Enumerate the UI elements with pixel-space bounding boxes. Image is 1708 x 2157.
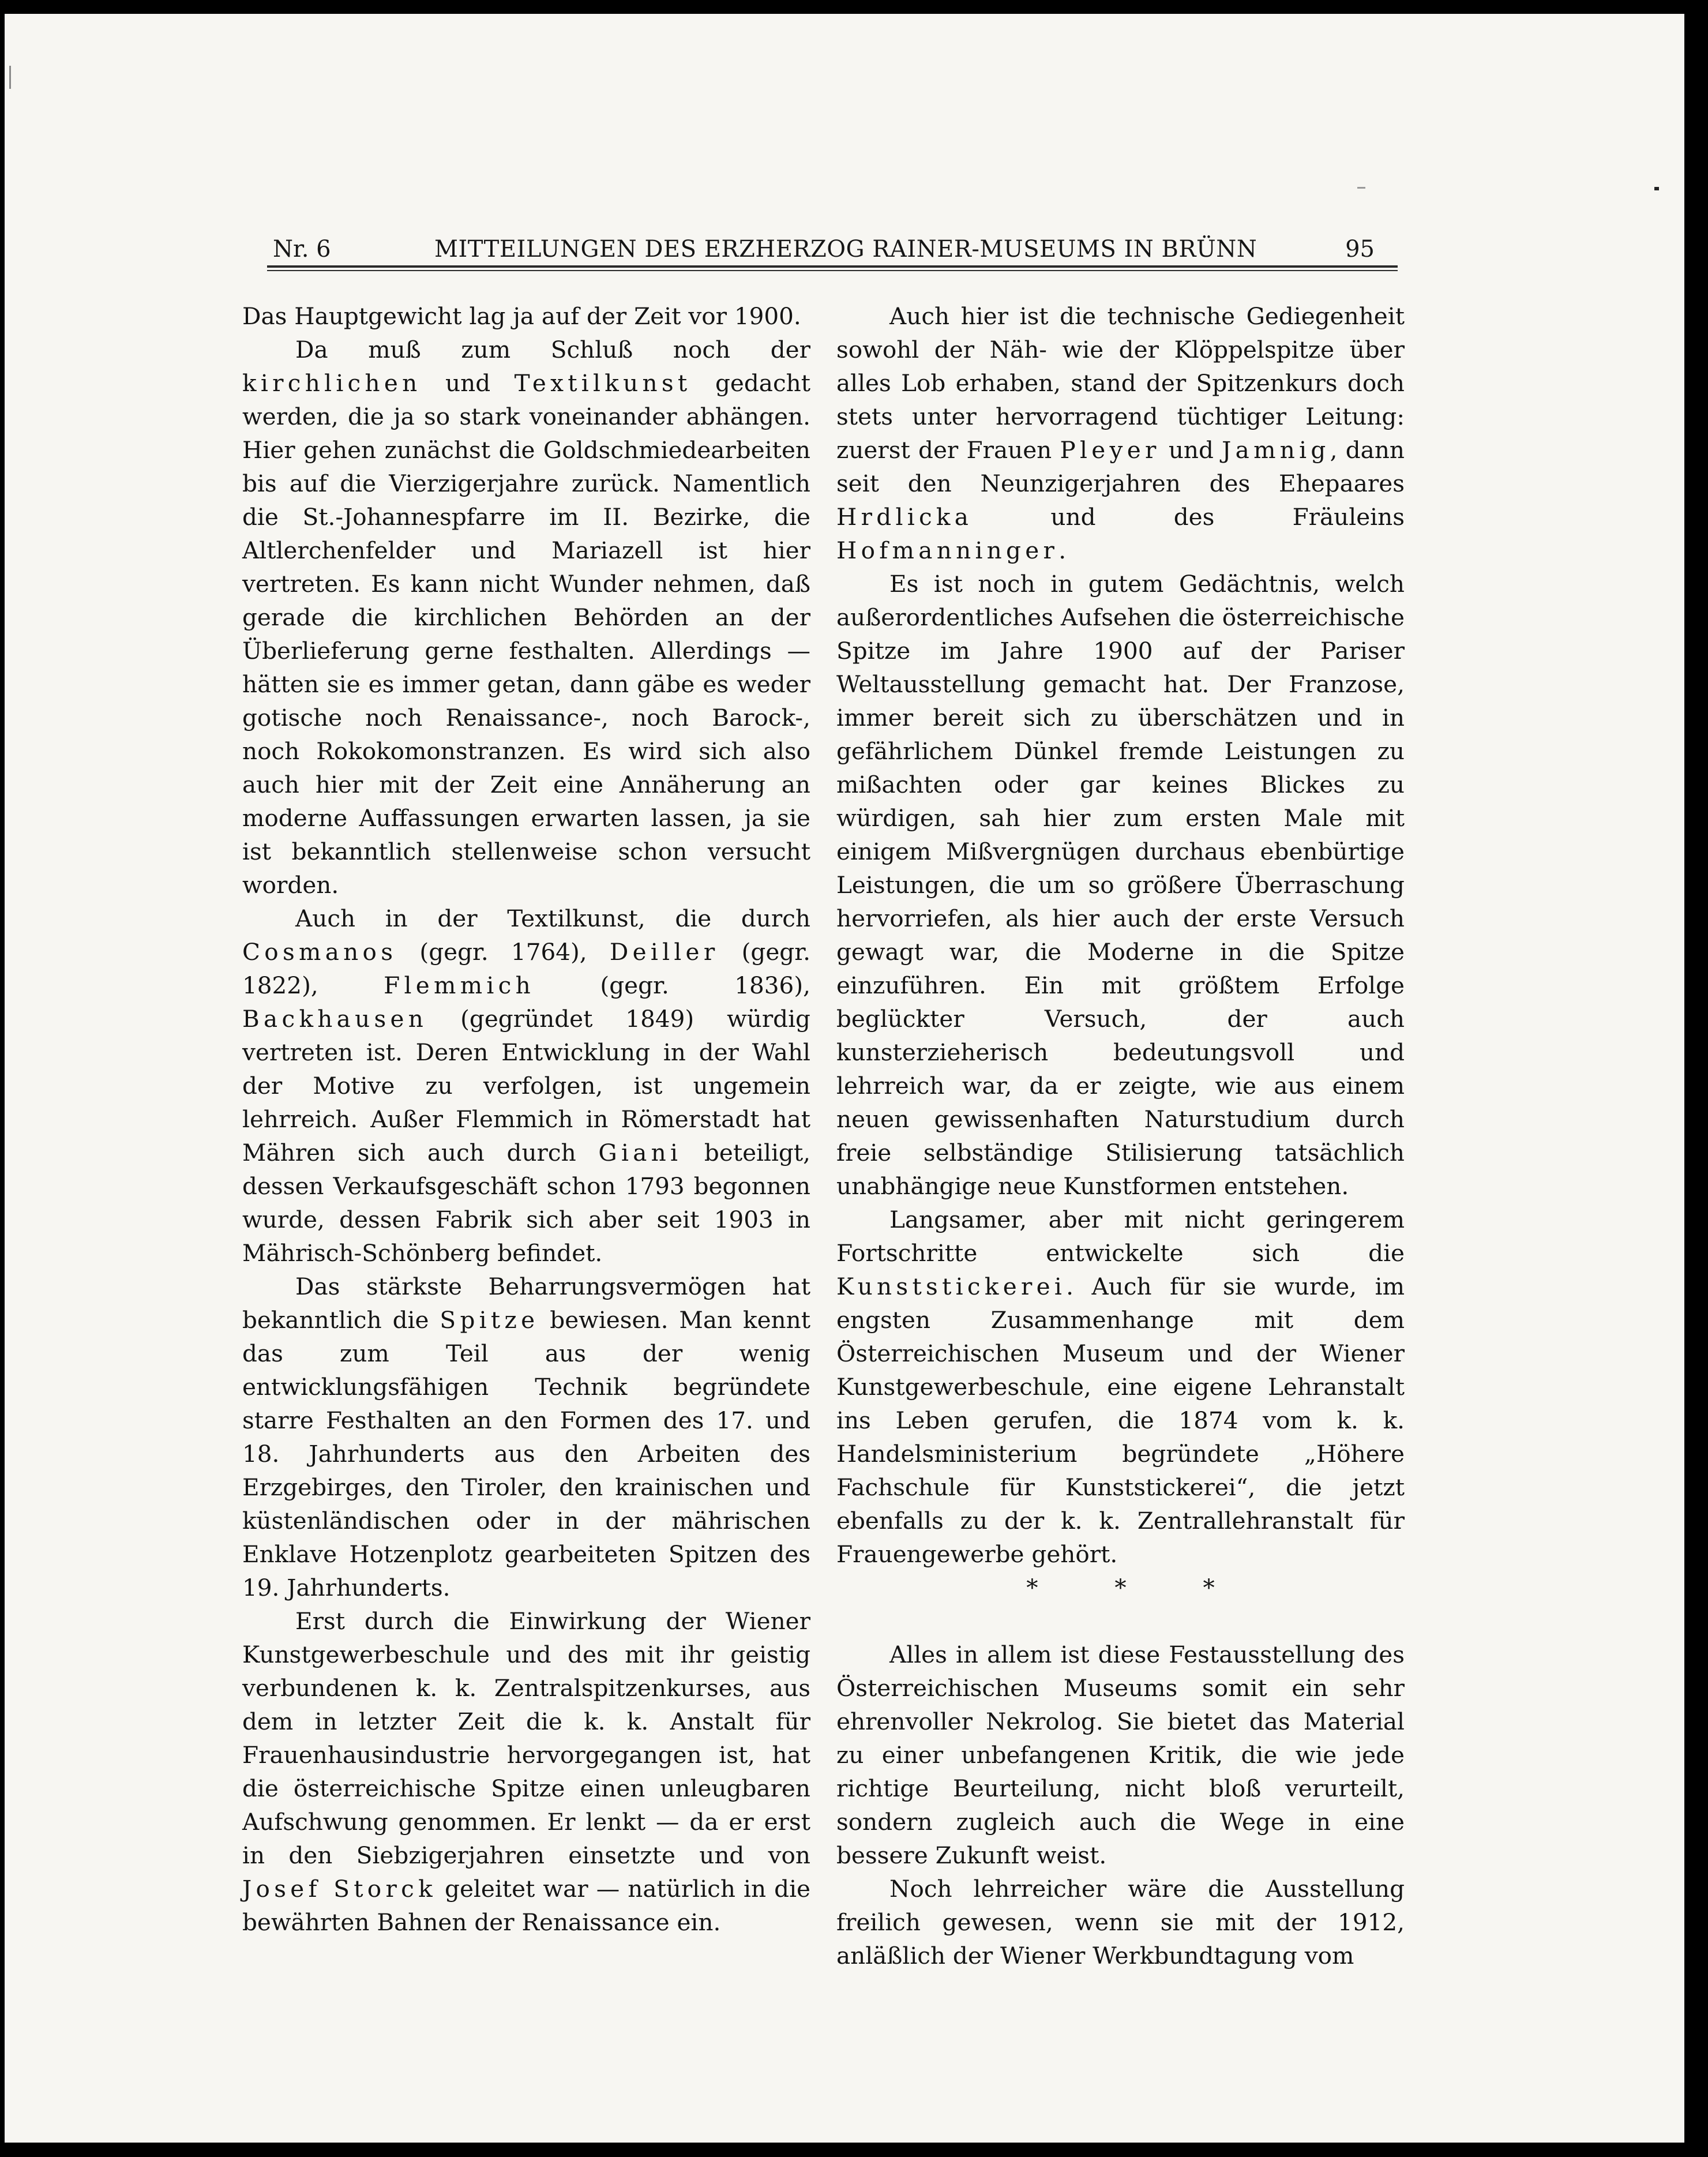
- right-column: [836, 299, 1405, 1972]
- paragraph: Auch in der Textilkunst, die durch Cosmanos (gegr. 1764), Deiller (gegr. 1822), Flemmich (gegr. 1836), Backhausen (gegründet 1849) würdig vertreten ist. Deren Entwicklung in der Wahl der Motive zu verfolgen, ist ungemein lehrreich. Außer Flemmich in Römerstadt hat Mähren sich auch durch Giani beteiligt, dessen Verkaufsgeschäft schon 1793 begonnen wurde, dessen Fabrik sich aber seit 1903 in Mährisch-Schönberg befindet.: [242, 905, 810, 1267]
- header-rule: [267, 265, 1398, 268]
- journal-title: MITTEILUNGEN DES ERZHERZOG RAINER-MUSEUMS IN BRÜNN: [434, 236, 1257, 262]
- spaced-term: Deiller: [609, 938, 719, 966]
- paragraph: Auch hier ist die technische Gediegenheit sowohl der Näh- wie der Klöppelspitze über alles Lob erhaben, stand der Spitzenkurs doch stets unter hervorragend tüchtiger Leitung: zuerst der Frauen Pleyer und Jamnig, dann seit den Neunzigerjahren des Ehepaares Hrdlicka und des Fräuleins Hofmanninger.: [836, 302, 1405, 564]
- spaced-term: Cosmanos: [242, 938, 397, 966]
- paragraph: Das Hauptgewicht lag ja auf der Zeit vor 1900.: [242, 302, 801, 330]
- section-separator: * * *: [1026, 1574, 1249, 1601]
- spaced-term: Giani: [598, 1139, 682, 1166]
- scanned-page: [5, 14, 1684, 2143]
- spaced-term: Kunststickerei: [836, 1273, 1067, 1300]
- running-header: [267, 230, 1398, 265]
- scan-dash: [1357, 187, 1365, 189]
- spaced-term: kirchlichen: [242, 369, 422, 397]
- issue-number: Nr. 6: [273, 236, 331, 262]
- spaced-term: Flemmich: [384, 971, 535, 999]
- paragraph: Da muß zum Schluß noch der kirchlichen und Textilkunst gedacht werden, die ja so stark voneinander abhängen. Hier gehen zunächst die Goldschmiedearbeiten bis auf die Vierzigerjahre zurück. Namentlich die St.-Johannespfarre im II. Bezirke, die Altlerchenfelder und Mariazell ist hier vertreten. Es kann nicht Wunder nehmen, daß gerade die kirchlichen Behörden an der Überlieferung gerne festhalten. Allerdings — hätten sie es immer getan, dann gäbe es weder gotische noch Renaissance-, noch Barock-, noch Rokokomonstranzen. Es wird sich also auch hier mit der Zeit eine Annäherung an moderne Auffassungen erwarten lassen, ja sie ist bekanntlich stellenweise schon versucht worden.: [242, 336, 810, 899]
- header-rule-thin: [267, 270, 1398, 271]
- spaced-term: Hrdlicka: [836, 503, 973, 531]
- paragraph: Das stärkste Beharrungsvermögen hat bekanntlich die Spitze bewiesen. Man kennt das zum Teil aus der wenig entwicklungsfähigen Technik begründete starre Festhalten an den Formen des 17. und 18. Jahrhunderts aus den Arbeiten des Erzgebirges, den Tiroler, den krainischen und küstenländischen oder in der mährischen Enklave Hotzenplotz gearbeiteten Spitzen des 19. Jahrhunderts.: [242, 1273, 810, 1601]
- spaced-term: Josef Storck: [242, 1875, 437, 1903]
- paragraph: Erst durch die Einwirkung der Wiener Kunstgewerbeschule und des mit ihr geistig verbundenen k. k. Zentralspitzenkurses, aus dem in letzter Zeit die k. k. Anstalt für Frauenhausindustrie hervorgegangen ist, hat die österreichische Spitze einen unleugbaren Aufschwung genommen. Er lenkt — da er erst in den Siebzigerjahren einsetzte und von Josef Storck geleitet war — natürlich in die bewährten Bahnen der Renaissance ein.: [242, 1607, 811, 1936]
- spaced-term: Hofmanninger: [836, 537, 1059, 564]
- spaced-term: Backhausen: [242, 1005, 428, 1033]
- paragraph: Es ist noch in gutem Gedächtnis, welch außerordentliches Aufsehen die österreichische Spitze im Jahre 1900 auf der Pariser Weltausstellung gemacht hat. Der Franzose, immer bereit sich zu überschätzen und in gefährlichem Dünkel fremde Leistungen zu mißachten oder gar keines Blickes zu würdigen, sah hier zum ersten Male mit einigem Mißvergnügen durchaus ebenbürtige Leistungen, die um so größere Überraschung hervorriefen, als hier auch der erste Versuch gewagt war, die Moderne in die Spitze einzuführen. Ein mit größtem Erfolge beglückter Versuch, der auch kunsterzieherisch bedeutungsvoll und lehrreich war, da er zeigte, wie aus einem neuen gewissenhaften Naturstudium durch freie selbständige Stilisierung tatsächlich unabhängige neue Kunstformen entstehen.: [836, 570, 1405, 1200]
- spaced-term: Pleyer: [1060, 436, 1161, 464]
- spaced-term: Spitze: [440, 1306, 539, 1334]
- spaced-term: Jamnig: [1222, 436, 1330, 464]
- paragraph: Alles in allem ist diese Festausstellung des Österreichischen Museums somit ein sehr ehrenvoller Nekrolog. Sie bietet das Material zu einer unbefangenen Kritik, die wie jede richtige Beurteilung, nicht bloß verurteilt, sondern zugleich auch die Wege in eine bessere Zukunft weist.: [836, 1641, 1405, 1869]
- left-column: [242, 299, 810, 1939]
- scan-speck: [1654, 187, 1659, 190]
- paragraph: Langsamer, aber mit nicht geringerem Fortschritte entwickelte sich die Kunststickerei. Auch für sie wurde, im engsten Zusammenhange mit dem Österreichischen Museum und der Wiener Kunstgewerbeschule, eine eigene Lehranstalt ins Leben gerufen, die 1874 vom k. k. Handelsministerium begründete „Höhere Fachschule für Kunststickerei“, die jetzt ebenfalls zu der k. k. Zentrallehranstalt für Frauengewerbe gehört.: [836, 1206, 1405, 1568]
- spaced-term: Textilkunst: [514, 369, 692, 397]
- paragraph: Noch lehrreicher wäre die Ausstellung freilich gewesen, wenn sie mit der 1912, anläßlich der Wiener Werkbundtagung vom: [836, 1875, 1405, 1970]
- page-number: 95: [1345, 236, 1375, 262]
- scan-margin-mark: [9, 66, 11, 89]
